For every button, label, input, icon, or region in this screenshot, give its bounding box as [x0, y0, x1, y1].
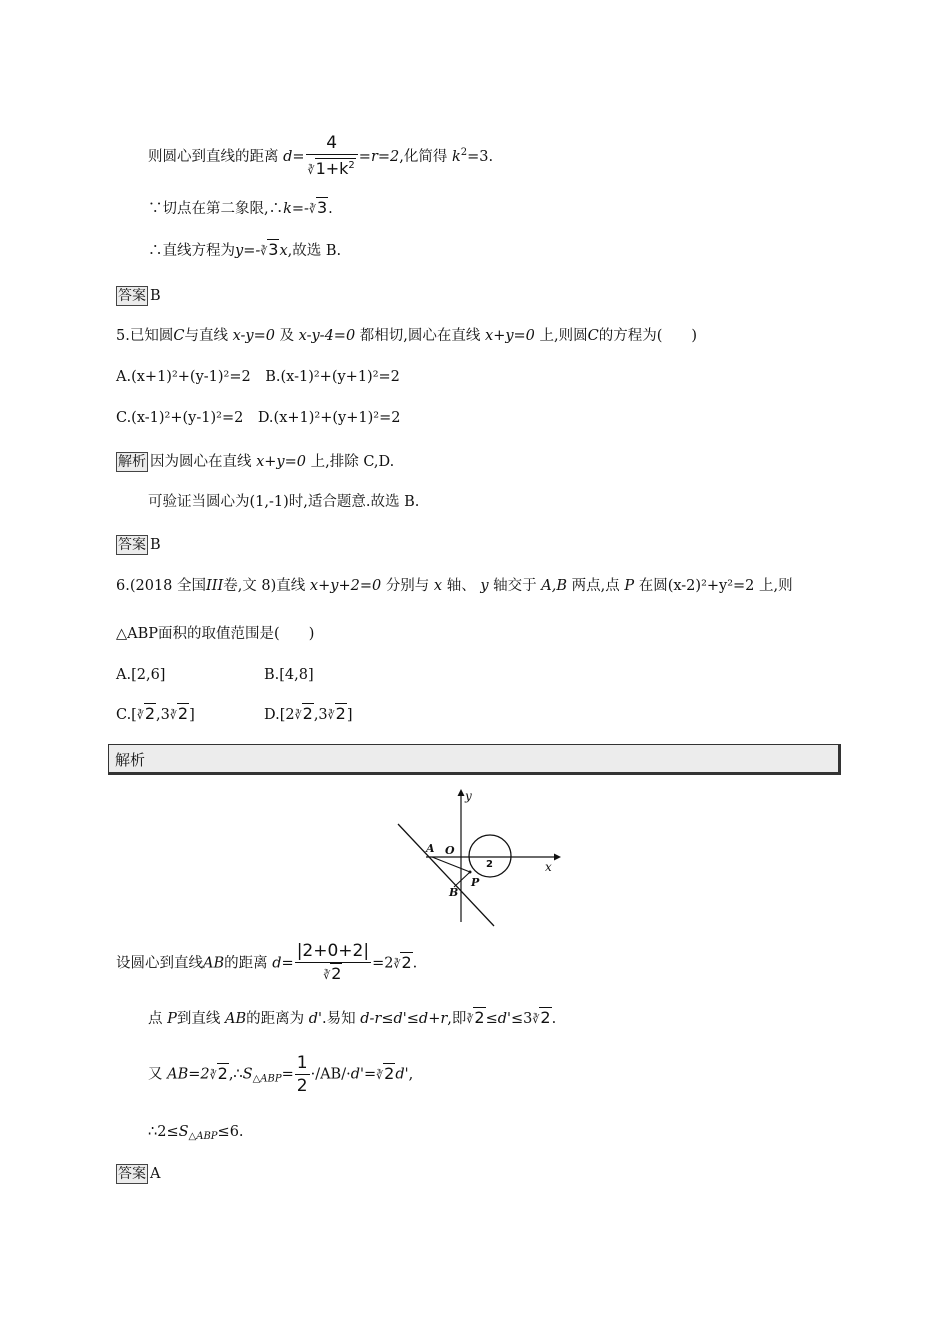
q4-answer: 答案 B — [118, 288, 161, 304]
label-o: O — [445, 844, 455, 857]
q6-answer: 答案 A — [118, 1166, 161, 1182]
q6-p-distance-line: 点 P到直线 AB的距离为 d'.易知 d-r≤d'≤d+r,即∛2≤d'≤3∛2. — [148, 1008, 557, 1027]
line-ab — [398, 824, 494, 926]
radical: ∛2 — [466, 1008, 485, 1027]
coordinate-figure — [390, 786, 570, 928]
q6-option-c: C.[∛2,3∛2] — [116, 704, 195, 723]
label-a: A — [426, 842, 435, 855]
y-axis-arrow — [458, 789, 465, 796]
segment-bp — [454, 872, 470, 887]
q5-stem: 5.已知圆C与直线 x-y=0 及 x-y-4=0 都相切,圆心在直线 x+y=0 上,则圆C的方程为( ) — [116, 328, 698, 344]
q5-options-ab: A.(x+1)²+(y-1)²=2 B.(x-1)²+(y+1)²=2 — [116, 369, 400, 385]
label-2: 2 — [486, 859, 493, 870]
q6-option-b: B.[4,8] — [264, 667, 314, 683]
q6-stem-2: △ABP面积的取值范围是( ) — [116, 626, 315, 642]
fraction: $\frac{4}{∛1+k^2}$ — [306, 132, 358, 182]
analysis-band: 解析 — [108, 744, 841, 775]
q4-tangent-line: ∵切点在第二象限,∴k=-∛3. — [148, 198, 333, 217]
radical: ∛2 — [327, 704, 346, 723]
q6-option-d: D.[2∛2,3∛2] — [264, 704, 353, 723]
label-p: P — [471, 876, 480, 889]
radical: ∛2 — [294, 704, 313, 723]
q5-answer: 答案 B — [118, 537, 161, 553]
answer-tag: 答案 — [118, 537, 146, 553]
radical: ∛2 — [376, 1063, 395, 1083]
label-x: x — [545, 860, 552, 874]
q6-final-line: $\therefore 2\le S_{\triangle ABP}\le 6$. — [148, 1124, 244, 1142]
radical: ∛3 — [308, 198, 328, 217]
radical: ∛2 — [323, 964, 342, 983]
label-b: B — [449, 886, 459, 899]
q6-stem: 6.(2018 全国III卷,文 8)直线 x+y+2=0 分别与 x 轴、 y 轴交于 A,B 两点,点 P 在圆(x-2)²+y²=2 上,则 — [116, 578, 793, 594]
radical: ∛3 — [260, 240, 279, 259]
q5-options-cd: C.(x-1)²+(y-1)²=2 D.(x+1)²+(y+1)²=2 — [116, 410, 401, 426]
answer-tag: 答案 — [118, 288, 146, 304]
point-p — [469, 871, 472, 874]
radical: ∛2 — [393, 952, 412, 972]
circle — [469, 835, 511, 877]
radical: $∛1+k^2$ — [307, 159, 355, 178]
radical: ∛2 — [209, 1063, 228, 1083]
q5-analysis: 解析 因为圆心在直线 x+y=0 上,排除 C,D. — [118, 454, 395, 470]
label-y: y — [465, 789, 472, 803]
x-axis-arrow — [554, 854, 561, 861]
answer-tag: 答案 — [118, 1166, 146, 1182]
radical: ∛2 — [532, 1008, 551, 1027]
q6-distance-line: 设圆心到直线AB的距离 d= $\frac{|2+0+2|}{∛2}$ =2∛2. — [116, 940, 417, 987]
q4-distance-line: 则圆心到直线的距离 d= $\frac{4}{∛1+k^2}$ =r=2,化简得 $k^2=3$. — [148, 132, 493, 182]
q6-option-a: A.[2,6] — [116, 667, 166, 683]
analysis-tag: 解析 — [118, 454, 146, 470]
fraction-half: $\frac{1}{2}$ — [296, 1053, 308, 1096]
q4-line-equation: ∴直线方程为y=-∛3x,故选 B. — [148, 240, 342, 259]
fraction: $\frac{|2+0+2|}{∛2}$ — [295, 940, 371, 987]
radical: ∛2 — [136, 704, 156, 723]
segment-ap — [432, 857, 470, 872]
q6-area-line: 又 $AB=2∛2,\therefore S_{\triangle ABP}=$ $\frac{1}{2}$ ·/AB/·d'=∛2d', — [148, 1053, 414, 1096]
radical: ∛2 — [169, 704, 189, 723]
q5-verify: 可验证当圆心为(1,-1)时,适合题意.故选 B. — [148, 494, 420, 510]
